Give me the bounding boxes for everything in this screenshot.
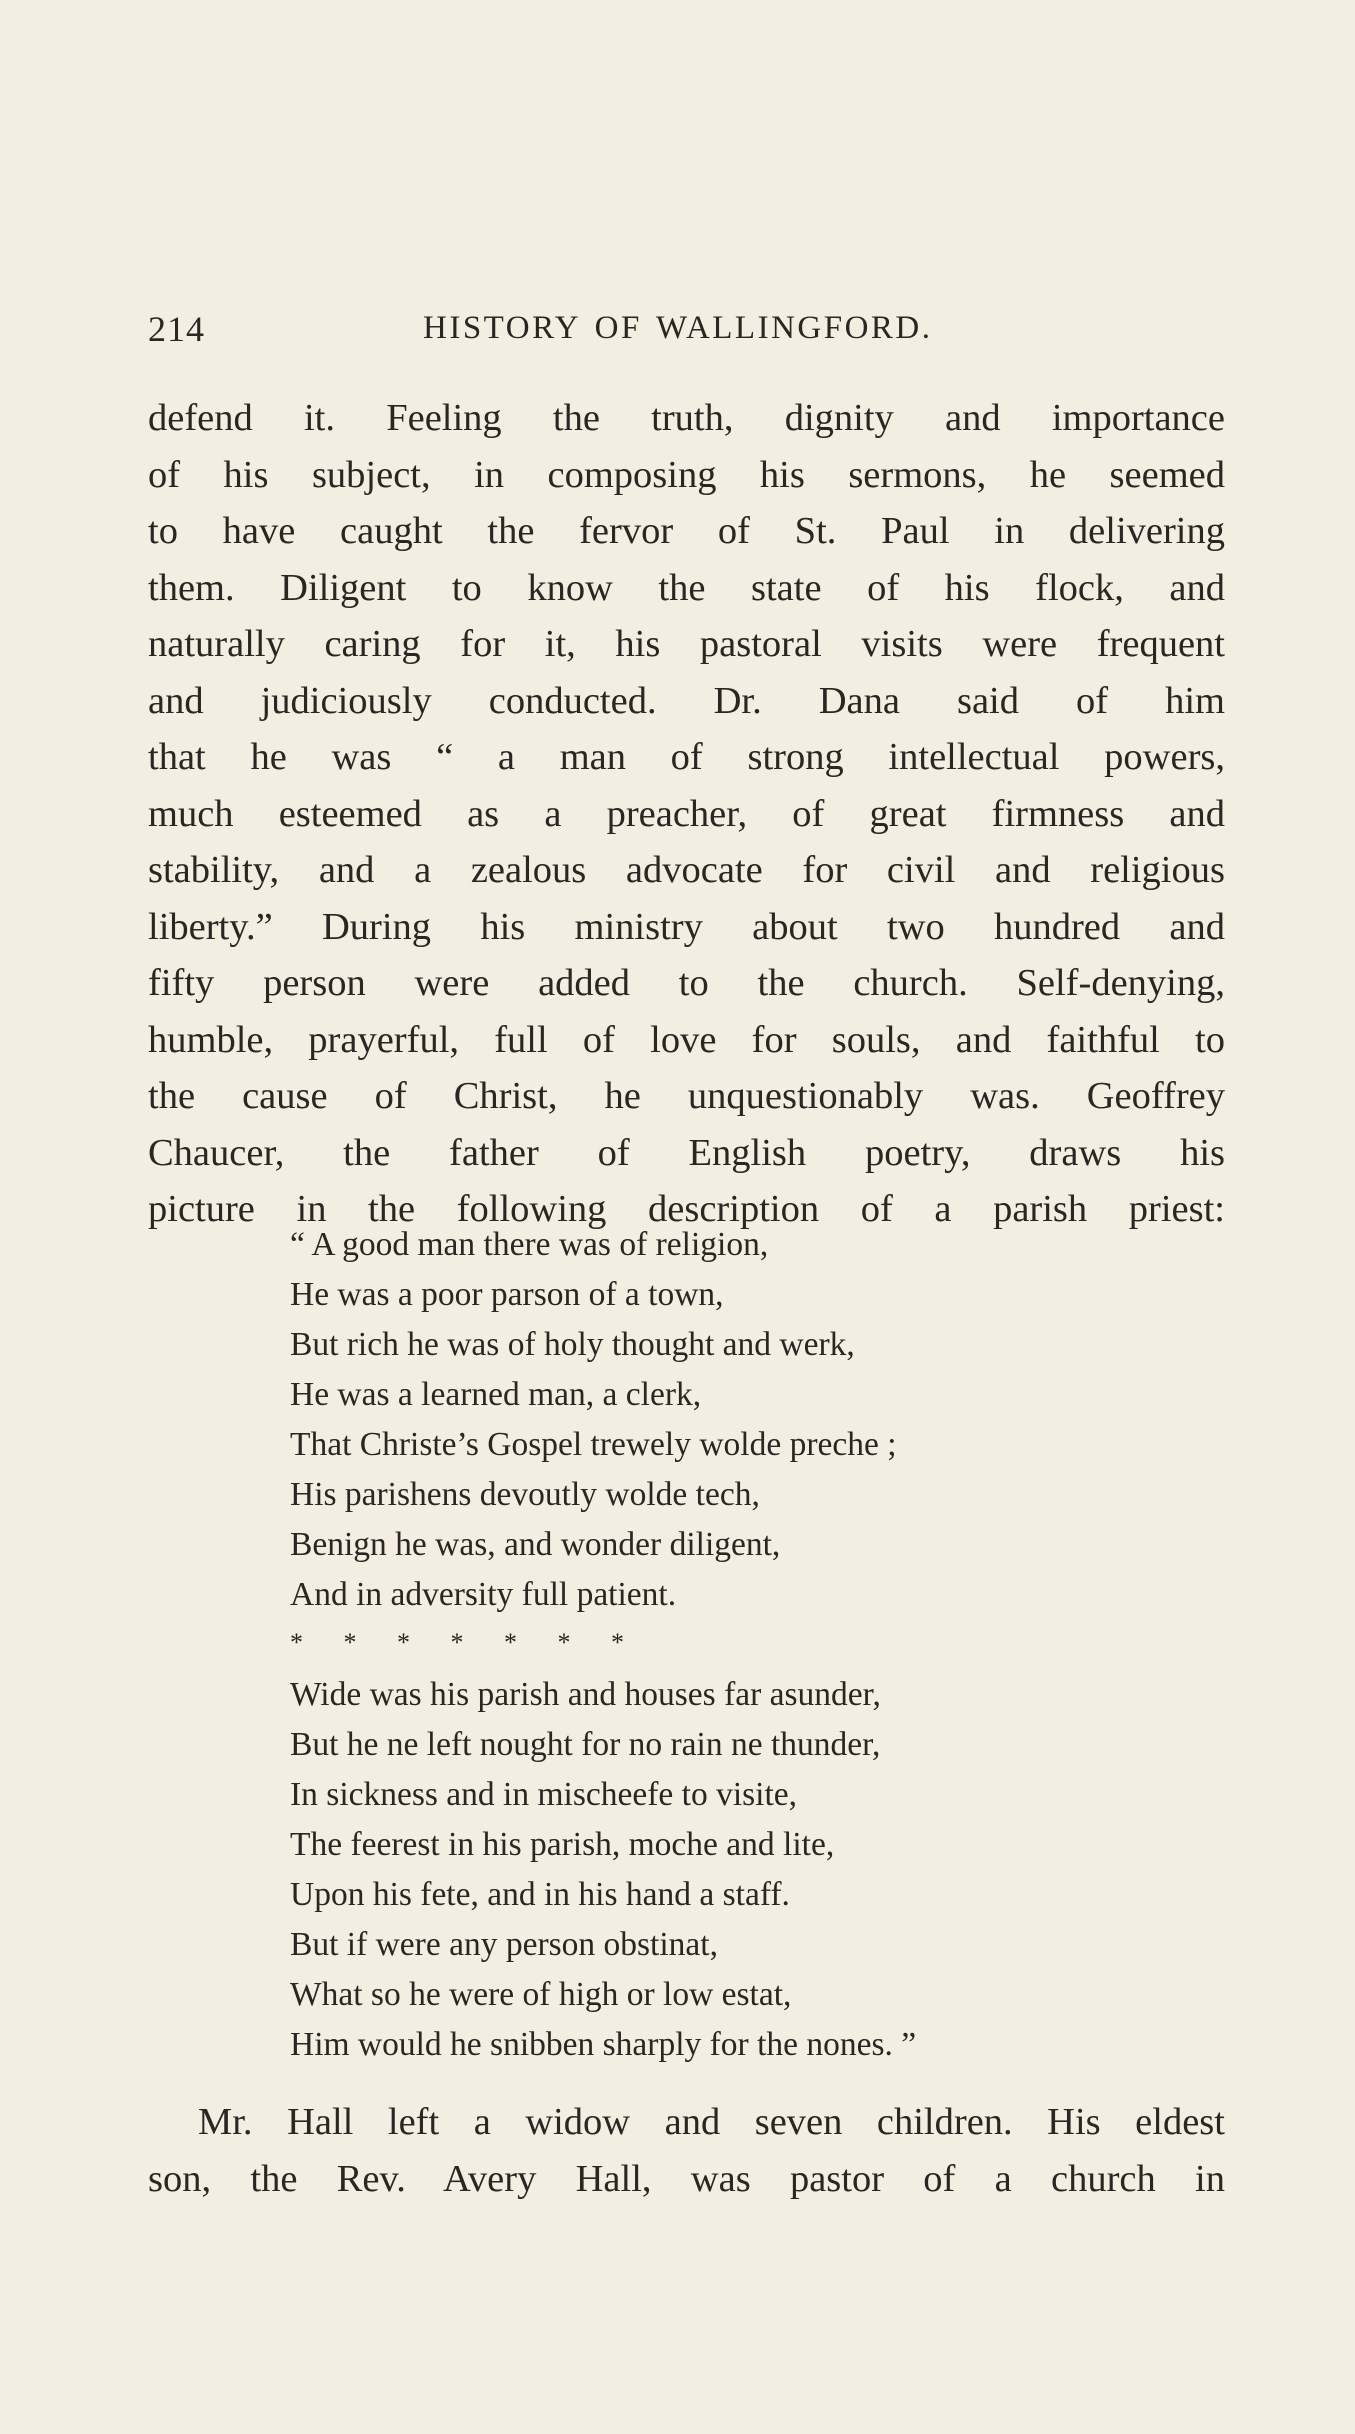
poem-line: Him would he snibben sharply for the nones. ” — [290, 2026, 917, 2063]
text-line: Mr. Hall left a widow and seven children. His eldest — [198, 2101, 1225, 2143]
text-line: much esteemed as a preacher, of great firmness and — [148, 792, 1225, 835]
text-line: stability, and a zealous advocate for civil and religious — [148, 849, 1225, 891]
poem-line: But rich he was of holy thought and werk, — [290, 1326, 855, 1363]
text-line: son, the Rev. Avery Hall, was pastor of a church in — [148, 2157, 1225, 2200]
poem-line: But if were any person obstinat, — [290, 1926, 718, 1963]
poem-line: The feerest in his parish, moche and lite, — [290, 1826, 835, 1863]
page-number: 214 — [148, 309, 205, 349]
poem-line: Wide was his parish and houses far asunder, — [290, 1676, 881, 1713]
poem-quotation — [290, 1220, 1090, 2070]
poem-line: “ A good man there was of religion, — [290, 1226, 769, 1263]
text-line: Chaucer, the father of English poetry, draws his — [148, 1131, 1225, 1174]
closing-paragraph — [148, 2094, 1225, 2207]
text-line: to have caught the fervor of St. Paul in delivering — [148, 510, 1225, 552]
poem-line: In sickness and in mischeefe to visite, — [290, 1776, 798, 1813]
poem-line: But he ne left nought for no rain ne thunder, — [290, 1726, 881, 1763]
text-line: humble, prayerful, full of love for souls, and faithful to — [148, 1018, 1225, 1061]
text-line: and judiciously conducted. Dr. Dana said of him — [148, 679, 1225, 722]
body-paragraph — [148, 390, 1225, 1238]
text-line: liberty.” During his ministry about two hundred and — [148, 905, 1225, 948]
poem-line: Upon his fete, and in his hand a staff. — [290, 1876, 790, 1913]
text-line: defend it. Feeling the truth, dignity and importance — [148, 397, 1225, 439]
text-line: naturally caring for it, his pastoral visits were frequent — [148, 623, 1225, 665]
page-header — [148, 308, 1225, 352]
text-line: that he was “ a man of strong intellectual powers, — [148, 736, 1225, 778]
poem-line: Benign he was, and wonder diligent, — [290, 1526, 781, 1563]
asterisk-divider: * * * * * * * — [290, 1628, 624, 1657]
text-line: them. Diligent to know the state of his flock, and — [148, 566, 1225, 609]
poem-line: That Christe’s Gospel trewely wolde preche ; — [290, 1426, 897, 1463]
poem-line: What so he were of high or low estat, — [290, 1976, 792, 2013]
poem-line: His parishens devoutly wolde tech, — [290, 1476, 760, 1513]
text-line: picture in the following description of a parish priest: — [148, 1188, 1225, 1230]
text-line: of his subject, in composing his sermons, he seemed — [148, 453, 1225, 496]
poem-line: He was a learned man, a clerk, — [290, 1376, 702, 1413]
poem-line: He was a poor parson of a town, — [290, 1276, 724, 1313]
text-line: the cause of Christ, he unquestionably was. Geoffrey — [148, 1075, 1225, 1117]
poem-line: And in adversity full patient. — [290, 1576, 677, 1613]
text-line: fifty person were added to the church. Self-denying, — [148, 962, 1225, 1004]
running-head: HISTORY OF WALLINGFORD. — [423, 310, 933, 346]
